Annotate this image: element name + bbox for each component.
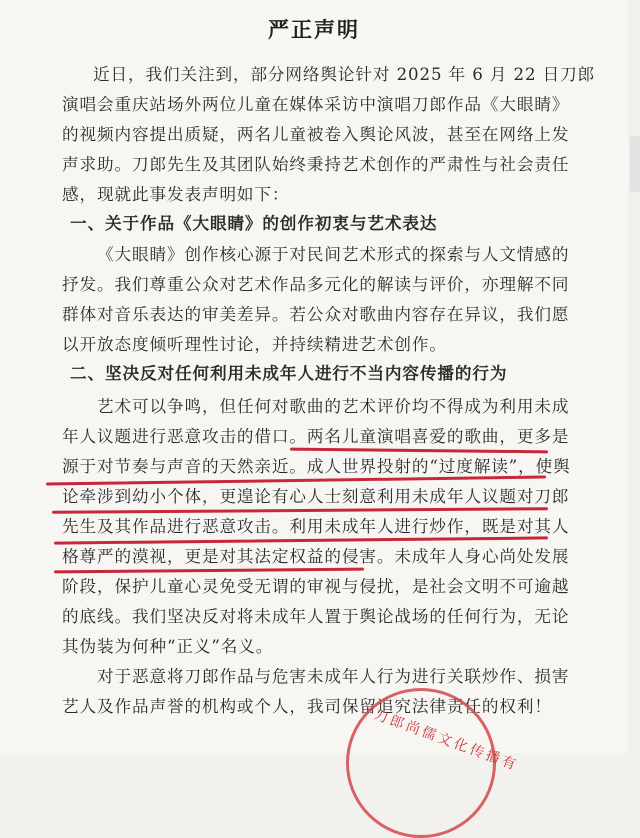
body-line: 近日，我们关注到，部分网络舆论针对 2025 年 6 月 22 日刀郎 bbox=[93, 65, 596, 84]
body-line: 感，现就此事发表声明如下： bbox=[62, 185, 290, 204]
body-line: 以开放态度倾听理性讨论，并持续精进艺术创作。 bbox=[62, 335, 447, 354]
body-line: 年人议题进行恶意攻击的借口。两名儿童演唱喜爱的歌曲，更多是 bbox=[62, 427, 570, 446]
document-title: 严正声明 bbox=[268, 17, 360, 42]
body-line: 格尊严的漠视，更是对其法定权益的侵害。未成年人身心尚处发展 bbox=[62, 547, 570, 566]
body-line: 演唱会重庆站场外两位儿童在媒体采访中演唱刀郎作品《大眼睛》 bbox=[62, 95, 570, 114]
body-line: 抒发。我们尊重公众对艺术作品多元化的解读与评价，亦理解不同 bbox=[62, 275, 570, 294]
underline-mark bbox=[52, 507, 548, 513]
body-line: 其伪装为何种“正义”名义。 bbox=[62, 637, 274, 656]
body-line: 的底线。我们坚决反对将未成年人置于舆论战场的任何行为，无论 bbox=[62, 607, 570, 626]
section-heading-2: 二、坚决反对任何利用未成年人进行不当内容传播的行为 bbox=[70, 363, 508, 383]
body-line: 论牵涉到幼小个体，更遑论有心人士刻意利用未成年人议题对刀郎 bbox=[62, 487, 570, 506]
body-line: 对于恶意将刀郎作品与危害未成年人行为进行关联炒作、损害 bbox=[97, 667, 570, 686]
section-heading-1: 一、关于作品《大眼睛》的创作初衷与艺术表达 bbox=[70, 213, 438, 233]
body-line: 群体对音乐表达的审美差异。若公众对歌曲内容存在异议，我们愿 bbox=[62, 305, 570, 324]
body-line: 声求助。刀郎先生及其团队始终秉持艺术创作的严肃性与社会责任 bbox=[62, 155, 570, 174]
underline-mark bbox=[290, 448, 548, 454]
body-line: 阶段，保护儿童心灵免受无谓的审视与侵扰，是社会文明不可逾越 bbox=[62, 577, 570, 596]
company-seal bbox=[346, 688, 496, 838]
seal-text: 刀郎尚儒文化传播有 bbox=[371, 706, 521, 775]
side-edge-bar bbox=[630, 136, 640, 192]
body-line: 艺人及作品声誉的机构或个人，我司保留追究法律责任的权利！ bbox=[62, 697, 552, 716]
body-line: 的视频内容提出质疑，两名儿童被卷入舆论风波，甚至在网络上发 bbox=[62, 125, 570, 144]
body-line: 《大眼睛》创作核心源于对民间艺术形式的探索与人文情感的 bbox=[97, 245, 570, 264]
body-line: 先生及其作品进行恶意攻击。利用未成年人进行炒作，既是对其人 bbox=[62, 517, 570, 536]
body-line: 源于对节奏与声音的天然亲近。成人世界投射的“过度解读”，使舆 bbox=[62, 457, 571, 476]
body-line: 艺术可以争鸣，但任何对歌曲的艺术评价均不得成为利用未成 bbox=[97, 397, 570, 416]
underline-mark bbox=[54, 568, 364, 574]
